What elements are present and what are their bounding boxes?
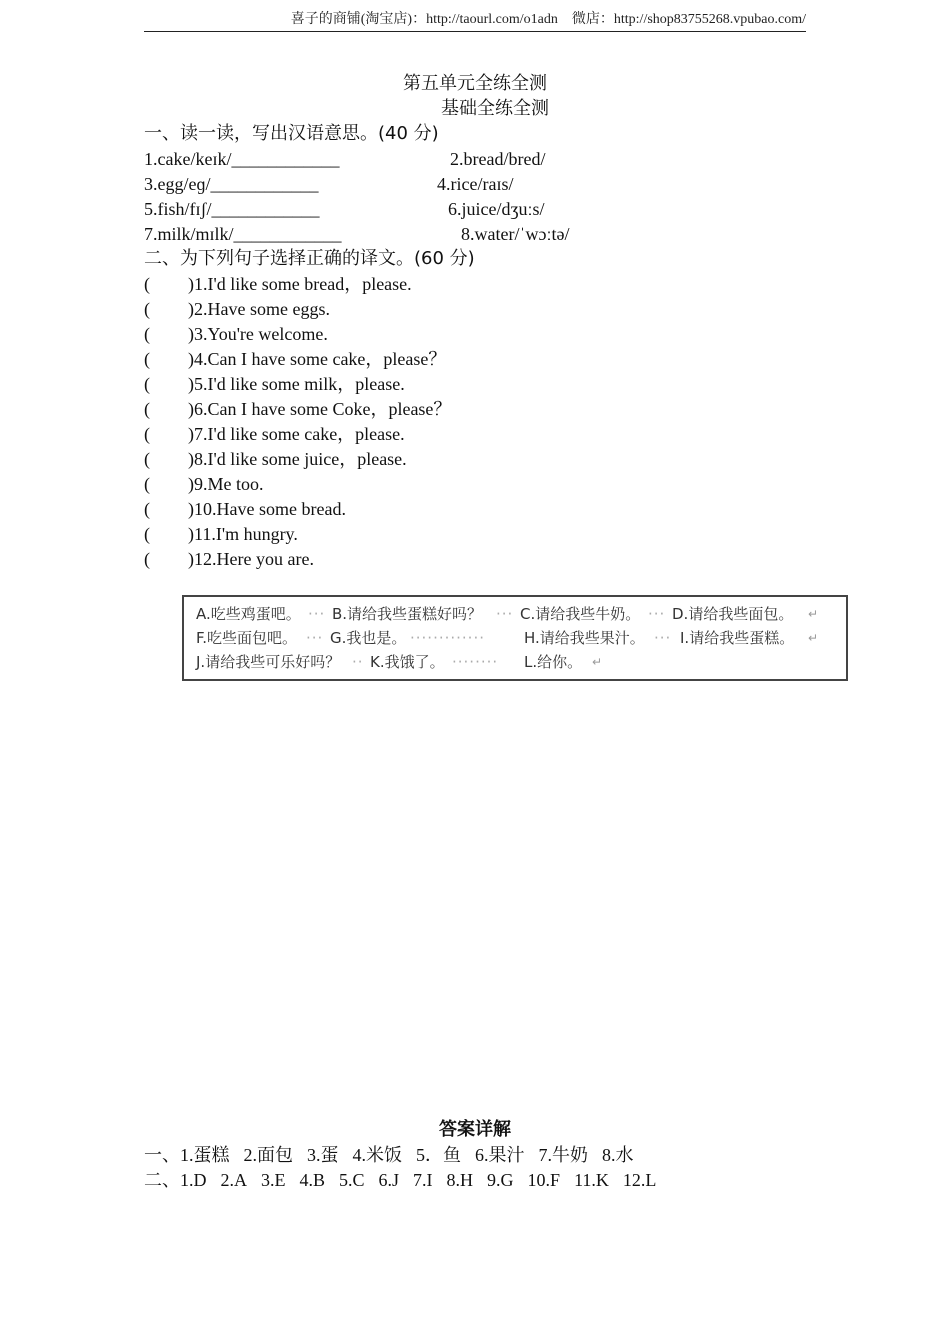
dot-leader: ··· [654, 629, 672, 647]
option-c: C.请给我些牛奶。 [520, 605, 641, 623]
paragraph-mark-icon: ↵ [592, 655, 603, 669]
option-h: H.请给我些果汁。 [524, 629, 645, 647]
paragraph-mark-icon: ↵ [808, 607, 819, 621]
dot-leader: ·· [352, 653, 364, 671]
option-j: J.请给我些可乐好吗？ [196, 653, 341, 671]
options-box [182, 595, 848, 681]
sentence-item: ( )4.Can I have some cake，please？ [144, 349, 447, 369]
option-b: B.请给我些蛋糕好吗？ [332, 605, 483, 623]
vocab-item-5: 5.fish/fɪʃ/____________ [144, 199, 320, 219]
vocab-item-7: 7.milk/mɪlk/____________ [144, 224, 342, 244]
sentence-item: ( )10.Have some bread. [144, 499, 346, 519]
weidian-shop-link[interactable]: 微店：http://shop83755268.vpubao.com/ [571, 12, 806, 27]
vocab-item-3: 3.egg/eɡ/____________ [144, 174, 319, 194]
answers-title: 答案详解 [439, 1119, 511, 1140]
option-g: G.我也是。 [330, 629, 407, 647]
answers-part2: 二、1.D 2.A 3.E 4.B 5.C 6.J 7.I 8.H 9.G 10.F 11.K 12.L [144, 1170, 657, 1190]
option-k: K.我饿了。 [370, 653, 445, 671]
sentence-item: ( )9.Me too. [144, 474, 264, 494]
sentence-item: ( )5.I'd like some milk，please. [144, 374, 405, 394]
sentence-item: ( )11.I'm hungry. [144, 524, 298, 544]
option-a: A.吃些鸡蛋吧。 [196, 605, 301, 623]
dot-leader: ············· [410, 629, 485, 647]
sentence-item: ( )2.Have some eggs. [144, 299, 330, 319]
vocab-item-1: 1.cake/keɪk/____________ [144, 149, 340, 169]
sentence-item: ( )8.I'd like some juice，please. [144, 449, 407, 469]
sentence-item: ( )3.You're welcome. [144, 324, 328, 344]
option-f: F.吃些面包吧。 [196, 629, 297, 647]
dot-leader: ··· [496, 605, 514, 623]
option-i: I.请给我些蛋糕。 [680, 629, 795, 647]
dot-leader: ··· [308, 605, 326, 623]
vocab-item-2: 2.bread/bred/ [450, 149, 546, 169]
option-d: D.请给我些面包。 [672, 605, 794, 623]
vocab-item-6: 6.juice/dʒuːs/ [448, 199, 545, 219]
sentence-item: ( )6.Can I have some Coke，please？ [144, 399, 452, 419]
dot-leader: ··· [648, 605, 666, 623]
vocab-item-8: 8.water/ˈwɔːtə/ [461, 224, 570, 244]
vocab-item-4: 4.rice/raɪs/ [437, 174, 514, 194]
answers-part1: 一、1.蛋糕 2.面包 3.蛋 4.米饭 5．鱼 6.果汁 7.牛奶 8.水 [144, 1145, 634, 1165]
section2-heading: 二、为下列句子选择正确的译文。(60 分) [144, 248, 475, 269]
option-l: L.给你。 [524, 653, 583, 671]
dot-leader: ··· [306, 629, 324, 647]
taobao-shop-link[interactable]: 喜子的商铺(淘宝店)：http://taourl.com/o1adn [290, 12, 558, 27]
sentence-item: ( )1.I'd like some bread，please. [144, 274, 412, 294]
dot-leader: ········ [452, 653, 499, 671]
sentence-item: ( )12.Here you are. [144, 549, 314, 569]
page-header [144, 8, 806, 32]
paragraph-mark-icon: ↵ [808, 631, 819, 645]
sub-title: 基础全练全测 [441, 98, 549, 119]
sentence-item: ( )7.I'd like some cake，please. [144, 424, 405, 444]
section1-heading: 一、读一读，写出汉语意思。(40 分) [144, 123, 439, 144]
unit-title: 第五单元全练全测 [403, 73, 547, 94]
